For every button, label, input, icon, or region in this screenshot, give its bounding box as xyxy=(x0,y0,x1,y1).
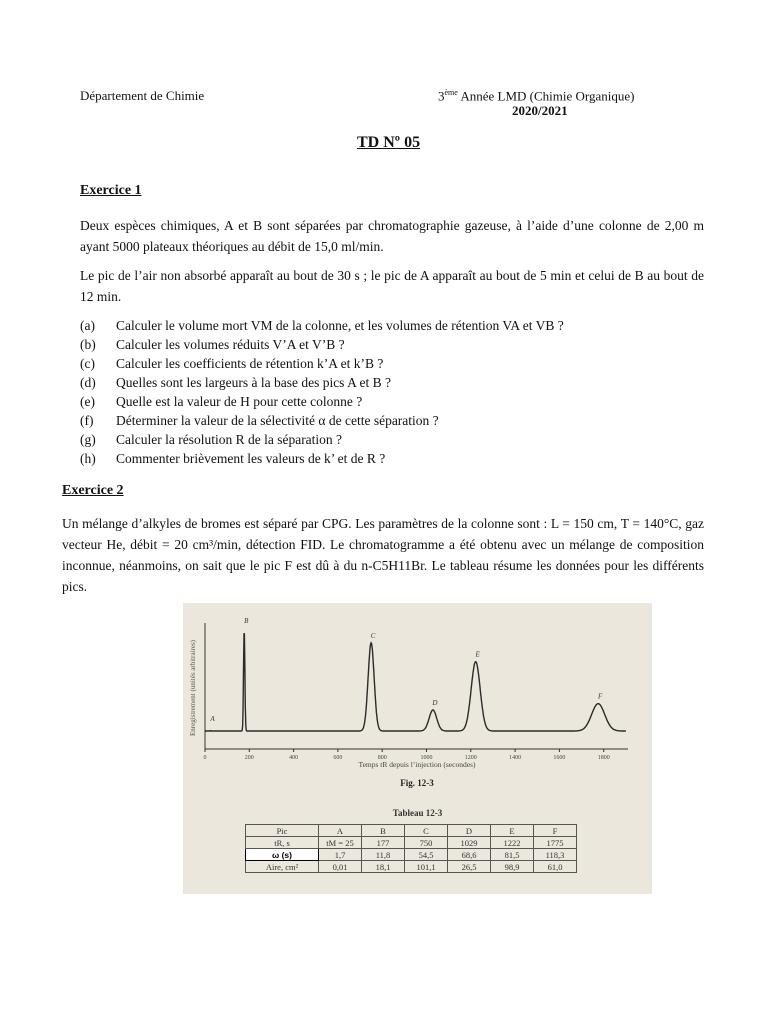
exercise-2-paragraph: Un mélange d’alkyles de bromes est séparé par CPG. Les paramètres de la colonne sont : L = 150 cm, T = 140°C, gaz vecteur He, débit = 20 cm³/min, détection FID. Le chromatogramme a été obtenu avec un mélange de composition inconnue, néanmoins, on sait que le pic F est dû à du n-C5H11Br. Le tableau résume les données pour les différents pics. xyxy=(62,516,704,594)
table-cell: 54,5 xyxy=(405,849,448,861)
academic-year: 2020/2021 xyxy=(512,103,568,118)
header-cell: A xyxy=(319,825,362,837)
row-label: Aire, cm² xyxy=(246,861,319,873)
table-cell: 1029 xyxy=(448,837,491,849)
year-rest: Année LMD (Chimie Organique) xyxy=(457,88,635,104)
table-title: Tableau 12-3 xyxy=(392,808,443,818)
exercise-1-title: Exercice 1 xyxy=(80,183,142,198)
exercise-2-title: Exercice 2 xyxy=(62,483,124,498)
question-a xyxy=(80,318,564,334)
table-cell: 177 xyxy=(362,837,405,849)
question-c xyxy=(80,356,383,372)
question-text: Calculer les coefficients de rétention k’A et k’B ? xyxy=(116,356,384,371)
x-tick-label: 1000 xyxy=(420,755,433,761)
year-prefix: 3 xyxy=(438,88,445,104)
chromatogram-trace xyxy=(205,631,626,731)
peak-data-table xyxy=(245,824,577,873)
question-label: (e) xyxy=(80,394,95,409)
question-text: Calculer la résolution R de la séparation ? xyxy=(116,432,343,447)
course-year xyxy=(438,88,635,104)
question-b xyxy=(80,337,345,353)
table-row xyxy=(246,849,577,861)
peak-label-b: B xyxy=(244,617,249,626)
table-cell: 98,9 xyxy=(491,861,534,873)
peak-label-f: F xyxy=(598,692,603,701)
table-row xyxy=(246,861,577,873)
header-cell: D xyxy=(448,825,491,837)
x-axis-label: Temps tR depuis l’injection (secondes) xyxy=(358,760,476,769)
header-cell: B xyxy=(362,825,405,837)
question-text: Calculer les volumes réduits V’A et V’B ? xyxy=(116,337,345,352)
question-text: Calculer le volume mort VM de la colonne, et les volumes de rétention VA et VB ? xyxy=(116,318,564,333)
table-cell: 0,01 xyxy=(319,861,362,873)
peak-label-a: A xyxy=(210,714,215,723)
question-label: (c) xyxy=(80,356,95,371)
peak-label-d: D xyxy=(432,699,438,707)
question-text: Quelle est la valeur de H pour cette colonne ? xyxy=(116,394,363,409)
table-cell: 26,5 xyxy=(448,861,491,873)
x-tick-label: 1600 xyxy=(553,755,566,761)
header-cell: Pic xyxy=(246,825,319,837)
x-tick-label: 0 xyxy=(203,755,207,761)
x-tick-label: 400 xyxy=(289,755,299,761)
question-f xyxy=(80,413,439,429)
table-cell: 101,1 xyxy=(405,861,448,873)
y-axis-label: Enregistrement (unités arbitraires) xyxy=(189,639,197,737)
question-text: Quelles sont les largeurs à la base des pics A et B ? xyxy=(116,375,391,390)
chromatogram-chart xyxy=(183,603,652,803)
table-cell: 1775 xyxy=(534,837,577,849)
table-cell: 61,0 xyxy=(534,861,577,873)
table-cell: 68,6 xyxy=(448,849,491,861)
table-cell: 118,3 xyxy=(534,849,577,861)
table-cell: 750 xyxy=(405,837,448,849)
question-label: (d) xyxy=(80,375,96,390)
department-name: Département de Chimie xyxy=(80,88,205,103)
question-label: (h) xyxy=(80,451,96,466)
question-label: (f) xyxy=(80,413,94,428)
exercise-1-paragraph-2: Le pic de l’air non absorbé apparaît au bout de 30 s ; le pic de A apparaît au bout de 5 min et celui de B au bout de 12 min. xyxy=(80,268,704,304)
question-text: Commenter brièvement les valeurs de k’ et de R ? xyxy=(116,451,386,466)
year-sup: ème xyxy=(444,88,458,97)
table-row xyxy=(246,837,577,849)
table-cell: 1,7 xyxy=(319,849,362,861)
peak-label-e: E xyxy=(475,650,480,659)
page-title: TD Nº 05 xyxy=(357,134,421,151)
question-d xyxy=(80,375,391,391)
row-label: tR, s xyxy=(246,837,319,849)
x-tick-label: 1400 xyxy=(509,755,522,761)
peak-label-c: C xyxy=(370,631,376,640)
row-label-omega: ω (s) xyxy=(246,849,319,861)
table-cell: 11,8 xyxy=(362,849,405,861)
table-cell: 81,5 xyxy=(491,849,534,861)
table-cell: 1222 xyxy=(491,837,534,849)
table-header-row xyxy=(246,825,577,837)
question-label: (a) xyxy=(80,318,95,333)
x-tick-label: 600 xyxy=(333,755,343,761)
table-cell: 18,1 xyxy=(362,861,405,873)
table-cell: tM = 25 xyxy=(319,837,362,849)
question-g xyxy=(80,432,342,448)
header-cell: F xyxy=(534,825,577,837)
question-e xyxy=(80,394,362,410)
x-tick-label: 800 xyxy=(377,755,387,761)
header-cell: C xyxy=(405,825,448,837)
figure-caption: Fig. 12-3 xyxy=(400,778,434,788)
x-tick-label: 1200 xyxy=(464,755,477,761)
x-tick-label: 1800 xyxy=(597,755,610,761)
exercise-1-paragraph-1: Deux espèces chimiques, A et B sont séparées par chromatographie gazeuse, à l’aide d’une colonne de 2,00 m ayant 5000 plateaux théoriques au débit de 15,0 ml/min. xyxy=(80,218,704,254)
question-h xyxy=(80,451,385,467)
x-tick-label: 200 xyxy=(244,755,254,761)
chromatogram-figure xyxy=(183,603,652,894)
question-label: (g) xyxy=(80,432,96,447)
header-cell: E xyxy=(491,825,534,837)
question-text: Déterminer la valeur de la sélectivité α de cette séparation ? xyxy=(116,413,439,428)
question-label: (b) xyxy=(80,337,96,352)
